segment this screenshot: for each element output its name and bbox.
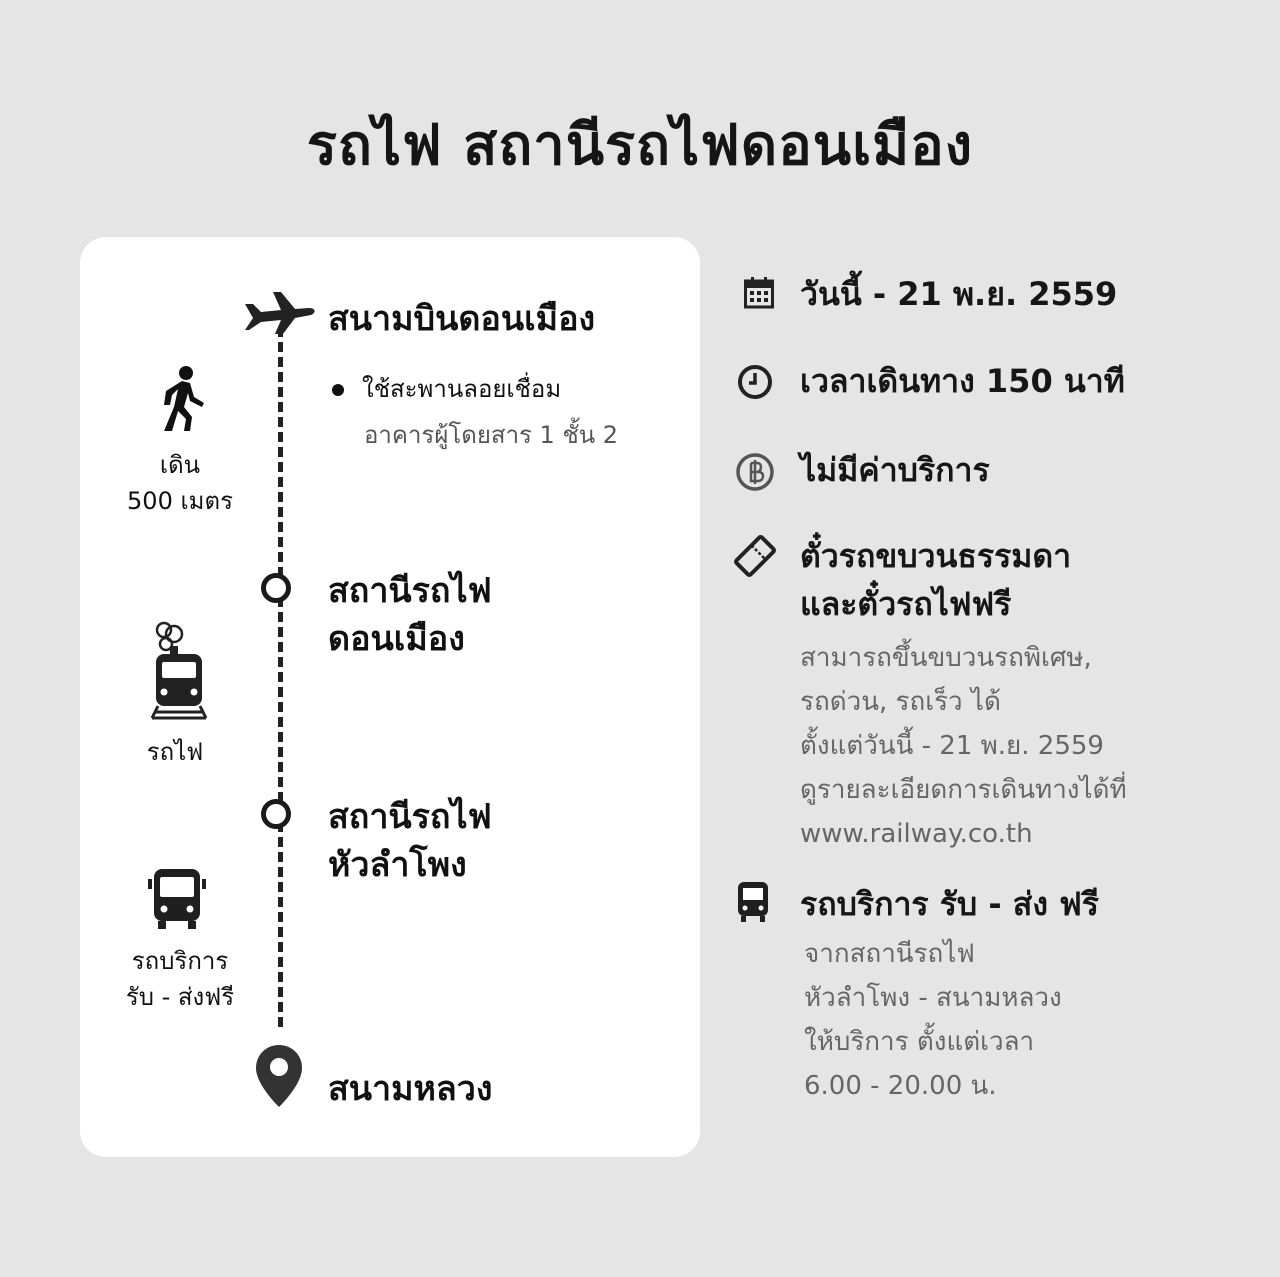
bullet-dot (332, 384, 344, 396)
ticket-detail-line4: ดูรายละเอียดการเดินทางได้ที่ (800, 775, 1127, 805)
walk-label (105, 447, 255, 519)
walk-label-line1: เดิน (159, 451, 201, 479)
baht-coin-icon (735, 452, 775, 496)
bus-icon (146, 867, 208, 933)
stop2-line2: ดอนเมือง (328, 619, 465, 659)
shuttle-detail-line3: ให้บริการ ตั้งแต่เวลา (804, 1027, 1035, 1057)
stop3-line1: สถานีรถไฟ (328, 797, 492, 837)
stop-node-hua-lamphong (261, 799, 291, 829)
shuttle-hours: 6.00 - 20.00 น. (804, 1071, 997, 1101)
stop2-line1: สถานีรถไฟ (328, 571, 492, 611)
location-pin-icon (254, 1043, 304, 1113)
transfer-note-line2: อาคารผู้โดยสาร 1 ชั้น 2 (364, 421, 619, 449)
stop-hua-lamphong-station (328, 793, 492, 889)
stop-destination: สนามหลวง (328, 1069, 493, 1109)
stop3-line2: หัวลำโพง (328, 845, 467, 885)
transfer-note-text: ใช้สะพานลอยเชื่อม (362, 375, 562, 403)
railway-website-link[interactable]: www.railway.co.th (800, 819, 1033, 849)
walking-person-icon (160, 365, 208, 435)
route-card (80, 237, 700, 1157)
bus-label (100, 943, 260, 1015)
walk-distance: 500 เมตร (127, 487, 233, 515)
bus-label-line2: รับ - ส่งฟรี (125, 983, 235, 1011)
service-fee: ไม่มีค่าบริการ (800, 451, 990, 489)
ticket-detail-line3: ตั้งแต่วันนี้ - 21 พ.ย. 2559 (800, 731, 1104, 761)
ticket-details (800, 636, 1127, 856)
calendar-icon (744, 277, 774, 313)
stop-don-mueang-station (328, 567, 492, 663)
train-label: รถไฟ (146, 738, 204, 766)
page-title: รถไฟ สถานีรถไฟดอนเมือง (306, 113, 974, 178)
transfer-note-line1 (332, 367, 561, 411)
ticket-heading-line2: และตั๋วรถไฟฟรี (800, 585, 1012, 623)
shuttle-heading: รถบริการ รับ - ส่ง ฟรี (800, 885, 1099, 923)
shuttle-detail-line2: หัวลำโพง - สนามหลวง (804, 983, 1062, 1013)
stop-origin: สนามบินดอนเมือง (328, 299, 596, 339)
route-line (278, 327, 283, 1027)
travel-duration: เวลาเดินทาง 150 นาที (800, 362, 1125, 400)
bus-icon (735, 882, 771, 926)
bus-label-line1: รถบริการ (131, 947, 229, 975)
shuttle-details (804, 932, 1062, 1108)
service-dates: วันนี้ - 21 พ.ย. 2559 (800, 275, 1118, 313)
shuttle-detail-line1: จากสถานีรถไฟ (804, 939, 975, 969)
stop-node-don-mueang (261, 573, 291, 603)
clock-icon (737, 364, 773, 404)
train-icon (150, 620, 208, 724)
ticket-icon (733, 534, 777, 582)
ticket-heading (800, 532, 1071, 628)
ticket-heading-line1: ตั๋วรถขบวนธรรมดา (800, 537, 1072, 575)
ticket-detail-line2: รถด่วน, รถเร็ว ได้ (800, 687, 1001, 717)
airplane-icon (243, 290, 317, 340)
ticket-detail-line1: สามารถขึ้นขบวนรถพิเศษ, (800, 643, 1092, 673)
